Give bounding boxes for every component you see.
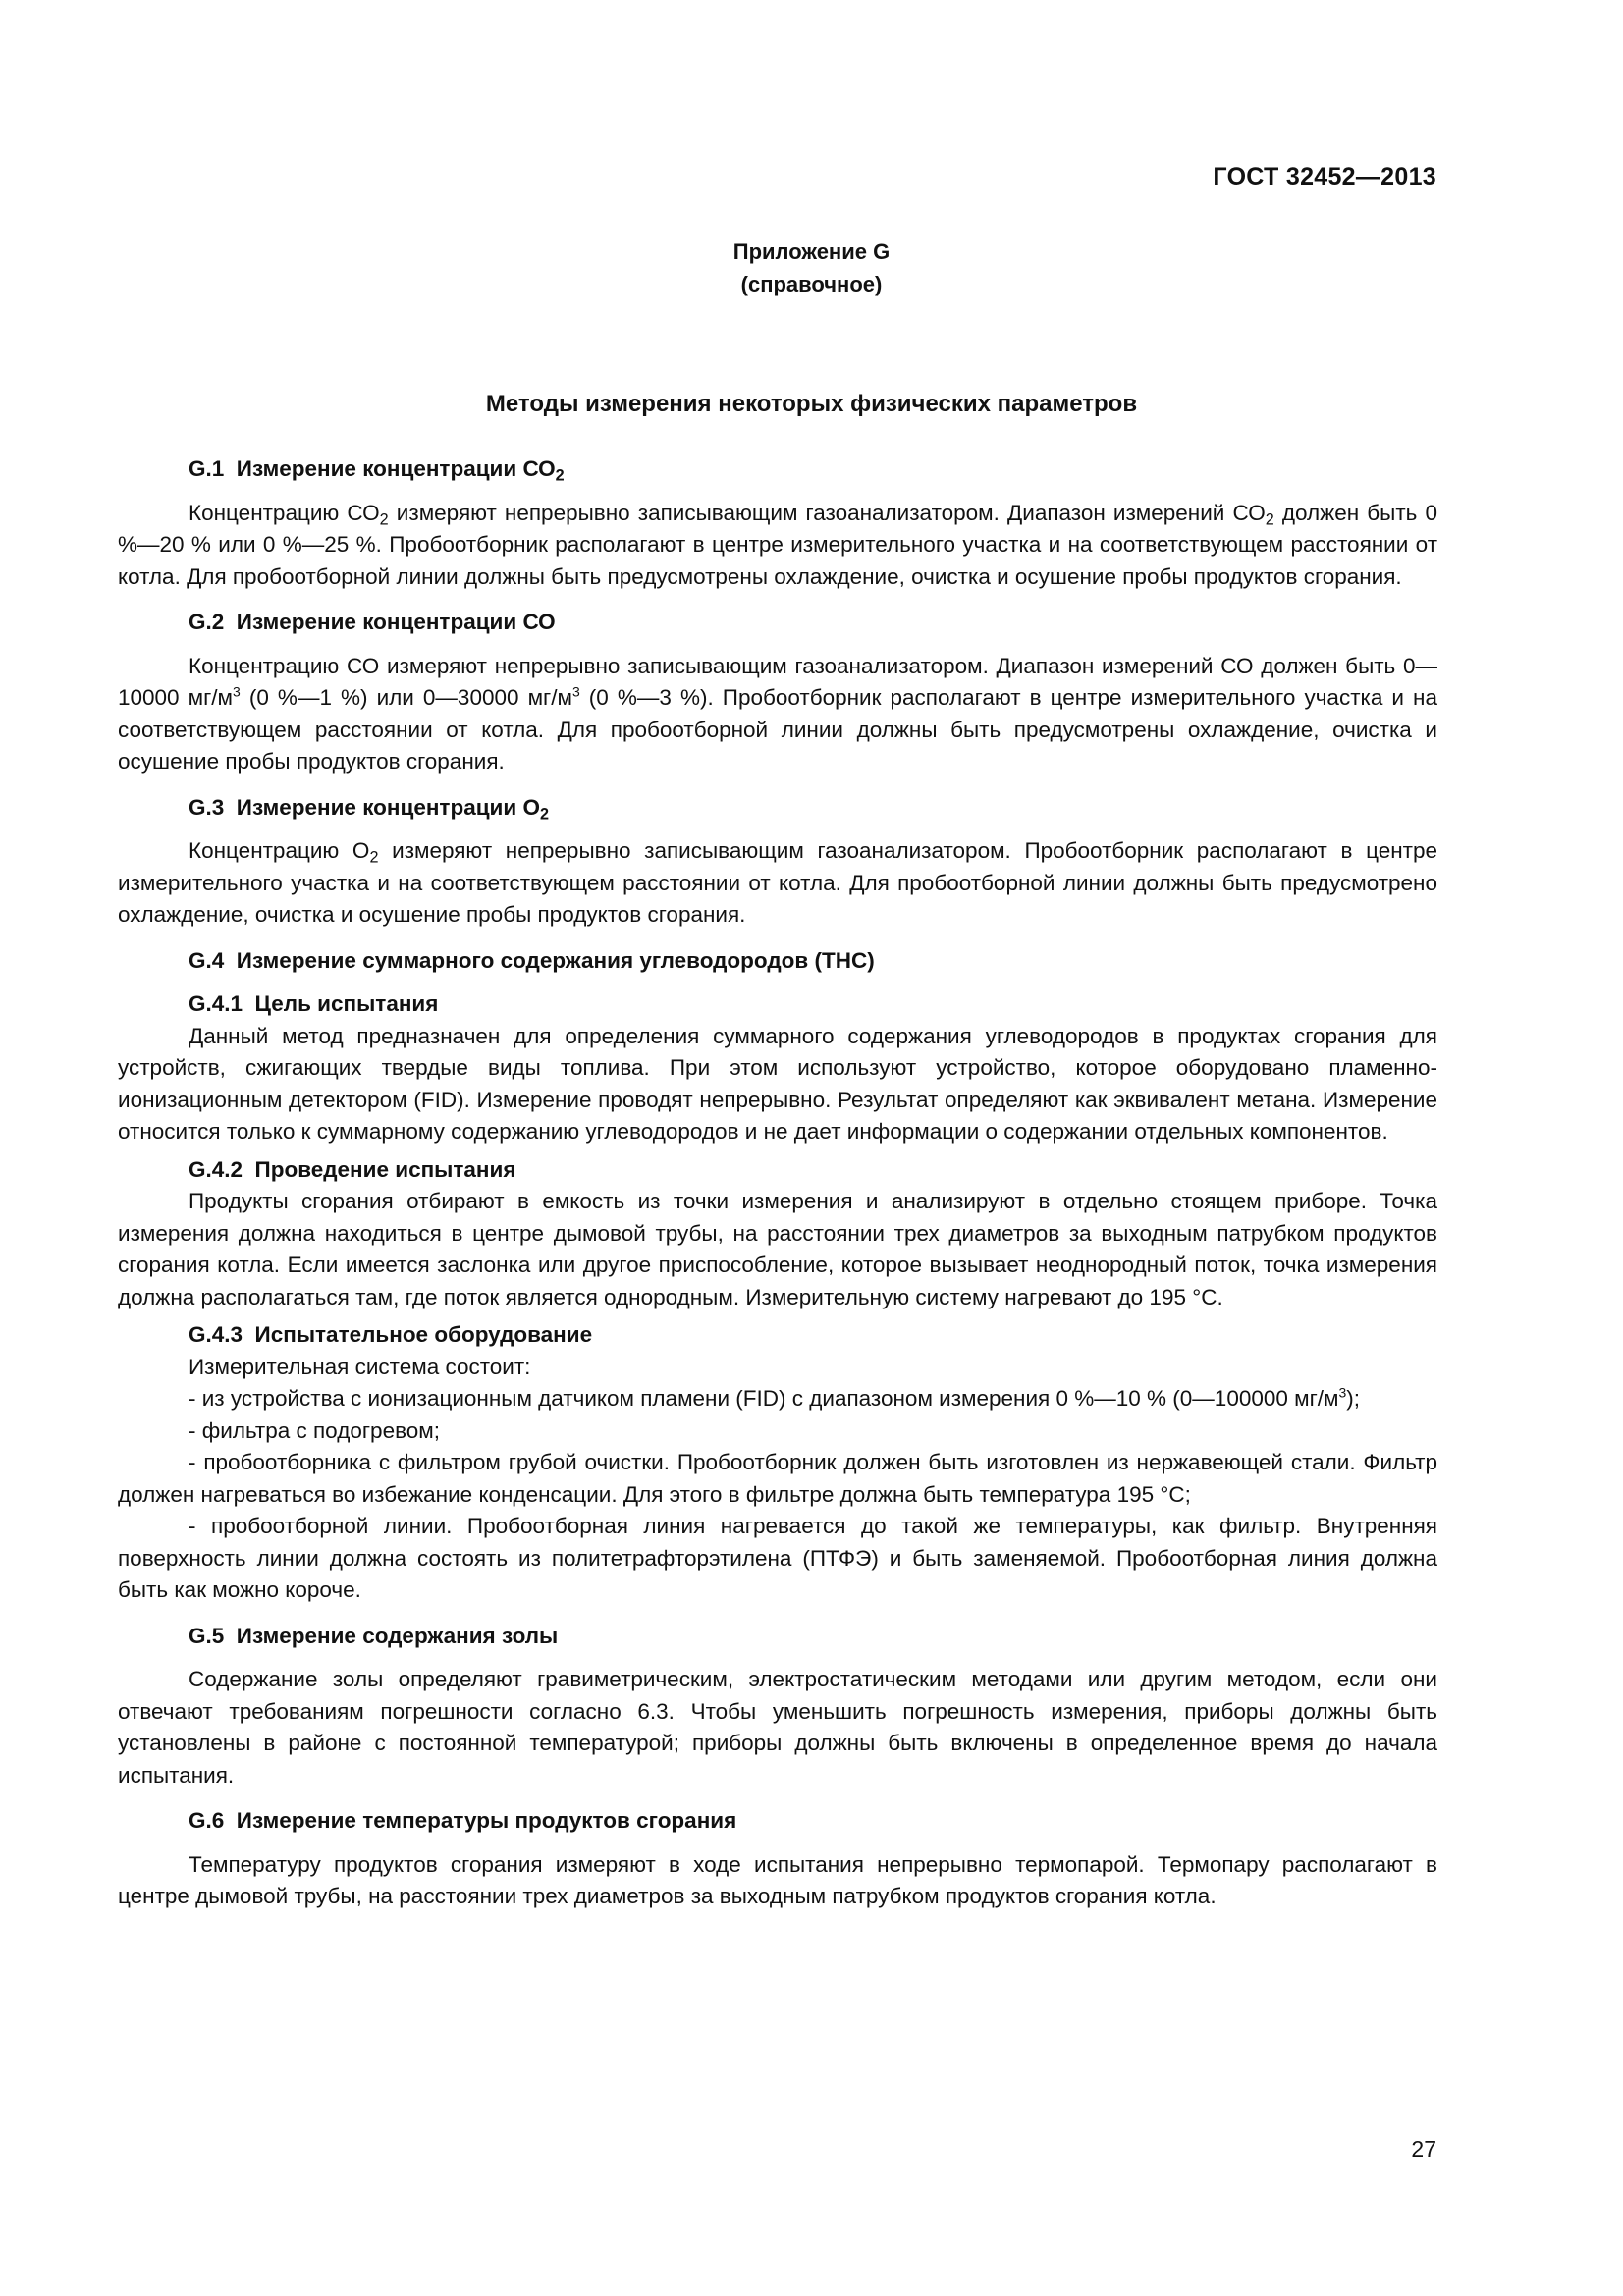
superscript: 3 (233, 683, 241, 700)
text-run: - из устройства с ионизационным датчиком пламени (FID) с диапазоном измерения 0 %—10 % (0—100000 мг/м (189, 1386, 1339, 1411)
appendix-header (0, 236, 1623, 300)
section-number: G.1 (189, 456, 225, 481)
text-run: Концентрацию СО (189, 500, 380, 525)
subsection-heading-g42 (118, 1154, 1437, 1187)
text-run: измеряют непрерывно записывающим газоанализатором. Пробоотборник располагают в центре измерительного участка и на соответствующем расстоянии от котла. Для пробоотборной линии должны быть предусмотрено охлаждение, очистка и осушение пробы продуктов сгорания. (118, 838, 1437, 927)
list-item: - пробоотборной линии. Пробоотборная линия нагревается до такой же температуры, как фильтр. Внутренняя поверхность линии должна состоять из политетрафторэтилена (ПТФЭ) и быть заменяемой. Пробоотборная линия должна быть как можно короче. (118, 1514, 1437, 1602)
section-title: Измерение содержания золы (236, 1623, 559, 1648)
subsection-heading-g41 (118, 988, 1437, 1021)
paragraph-g2 (118, 651, 1437, 778)
section-heading-g5 (118, 1621, 1437, 1653)
section-title: Измерение температуры продуктов сгорания (236, 1808, 737, 1833)
subsection-title: Проведение испытания (254, 1156, 516, 1182)
text-run: измеряют непрерывно записывающим газоанализатором. Диапазон измерений СО (388, 500, 1266, 525)
section-heading-g6 (118, 1805, 1437, 1838)
list-item: - пробоотборника с фильтром грубой очистки. Пробоотборник должен быть изготовлен из нержавеющей стали. Фильтр должен нагреваться во избежание конденсации. Для этого в фильтре должна быть температура 195 °С; (118, 1450, 1437, 1507)
section-heading-g1 (118, 454, 1437, 486)
appendix-type: (справочное) (740, 272, 883, 296)
subscript: 2 (369, 848, 379, 867)
text-run: должен быть 0 %—20 % или 0 %—25 %. Пробоотборник располагают в центре измерительного участка и на соответствующем расстоянии от котла. Для пробоотборной линии должны быть предусмотрены охлаждение, очистка и осушение пробы продуктов сгорания. (118, 500, 1438, 589)
section-number: G.6 (189, 1808, 225, 1833)
section-number: G.2 (189, 610, 225, 634)
text-run: (0 %—3 %). Пробоотборник располагают в центре измерительного участка и на соответствующем расстоянии от котла. Для пробоотборной линии должны быть предусмотрены охлаждение, очистка и осушение пробы продуктов сгорания. (118, 685, 1437, 774)
page-number: 27 (1411, 2136, 1436, 2162)
subsection-title: Испытательное оборудование (254, 1322, 593, 1347)
subscript: 2 (379, 510, 389, 529)
appendix-label: Приложение G (732, 240, 891, 264)
subscript: 2 (1265, 510, 1274, 529)
paragraph-g6: Температуру продуктов сгорания измеряют в ходе испытания непрерывно термопарой. Термопару располагают в центре дымовой трубы, на расстоянии трех диаметров за выходным патрубком продуктов сгорания котла. (118, 1851, 1437, 1908)
text-run: (0 %—1 %) или 0—30000 мг/м (240, 685, 572, 710)
section-title: Измерение концентрации О (236, 794, 540, 820)
document-code: ГОСТ 32452—2013 (1213, 163, 1436, 190)
superscript: 3 (571, 683, 580, 700)
superscript: 3 (1338, 1384, 1347, 1401)
document-body (118, 454, 1437, 1913)
paragraph-g41: Данный метод предназначен для определения суммарного содержания углеводородов в продуктах сгорания для устройств, сжигающих твердые виды топлива. При этом используют устройство, которое оборудовано пламенно-ионизационным детектором (FID). Измерение проводят непрерывно. Результат определяют как эквивалент метана. Измерение относится только к суммарному содержанию углеводородов и не дает информации о содержании отдельных компонентов. (118, 1023, 1437, 1144)
subsection-number: G.4.3 (189, 1322, 243, 1347)
section-heading-g4 (118, 945, 1437, 978)
subscript: 2 (539, 805, 549, 824)
subsection-title: Цель испытания (254, 991, 439, 1016)
text-run: Концентрацию СО измеряют непрерывно записывающим газоанализатором. Диапазон измерений СО должен быть 0—10000 мг/м (118, 653, 1437, 710)
text-run: Концентрацию О (189, 838, 370, 863)
subsection-number: G.4.1 (189, 991, 243, 1016)
section-heading-g2 (118, 607, 1437, 639)
section-title: Измерение концентрации СО (236, 456, 556, 481)
paragraph-g43-intro: Измерительная система состоит: (189, 1354, 531, 1379)
list-item: - фильтра с подогревом; (189, 1417, 441, 1443)
subsection-number: G.4.2 (189, 1156, 243, 1182)
paragraph-g42: Продукты сгорания отбирают в емкость из точки измерения и анализируют в отдельно стоящем приборе. Точка измерения должна находиться в центре дымовой трубы, на расстоянии трех диаметров за выходным патрубком продуктов сгорания котла. Если имеется заслонка или другое приспособление, которое вызывает неоднородный поток, точка измерения должна располагаться там, где поток является однородным. Измерительную систему нагревают до 195 °С. (118, 1189, 1437, 1309)
section-title: Измерение суммарного содержания углеводородов (THC) (236, 947, 875, 973)
text-run: ); (1346, 1386, 1361, 1411)
paragraph-g3 (118, 835, 1437, 932)
section-title: Измерение концентрации СО (236, 610, 556, 634)
list-item (118, 1383, 1437, 1415)
section-heading-g3 (118, 792, 1437, 825)
section-number: G.3 (189, 794, 225, 820)
section-number: G.5 (189, 1623, 225, 1648)
subscript: 2 (555, 466, 565, 485)
section-number: G.4 (189, 947, 225, 973)
subsection-heading-g43 (118, 1319, 1437, 1352)
paragraph-g1 (118, 498, 1437, 594)
paragraph-g5: Содержание золы определяют гравиметрическим, электростатическим методами или другим методом, если они отвечают требованиям погрешности согласно 6.3. Чтобы уменьшить погрешность измерения, приборы должны быть установлены в районе с постоянной температурой; приборы должны быть включены в определенное время до начала испытания. (118, 1667, 1437, 1788)
appendix-title: Методы измерения некоторых физических параметров (485, 391, 1138, 417)
